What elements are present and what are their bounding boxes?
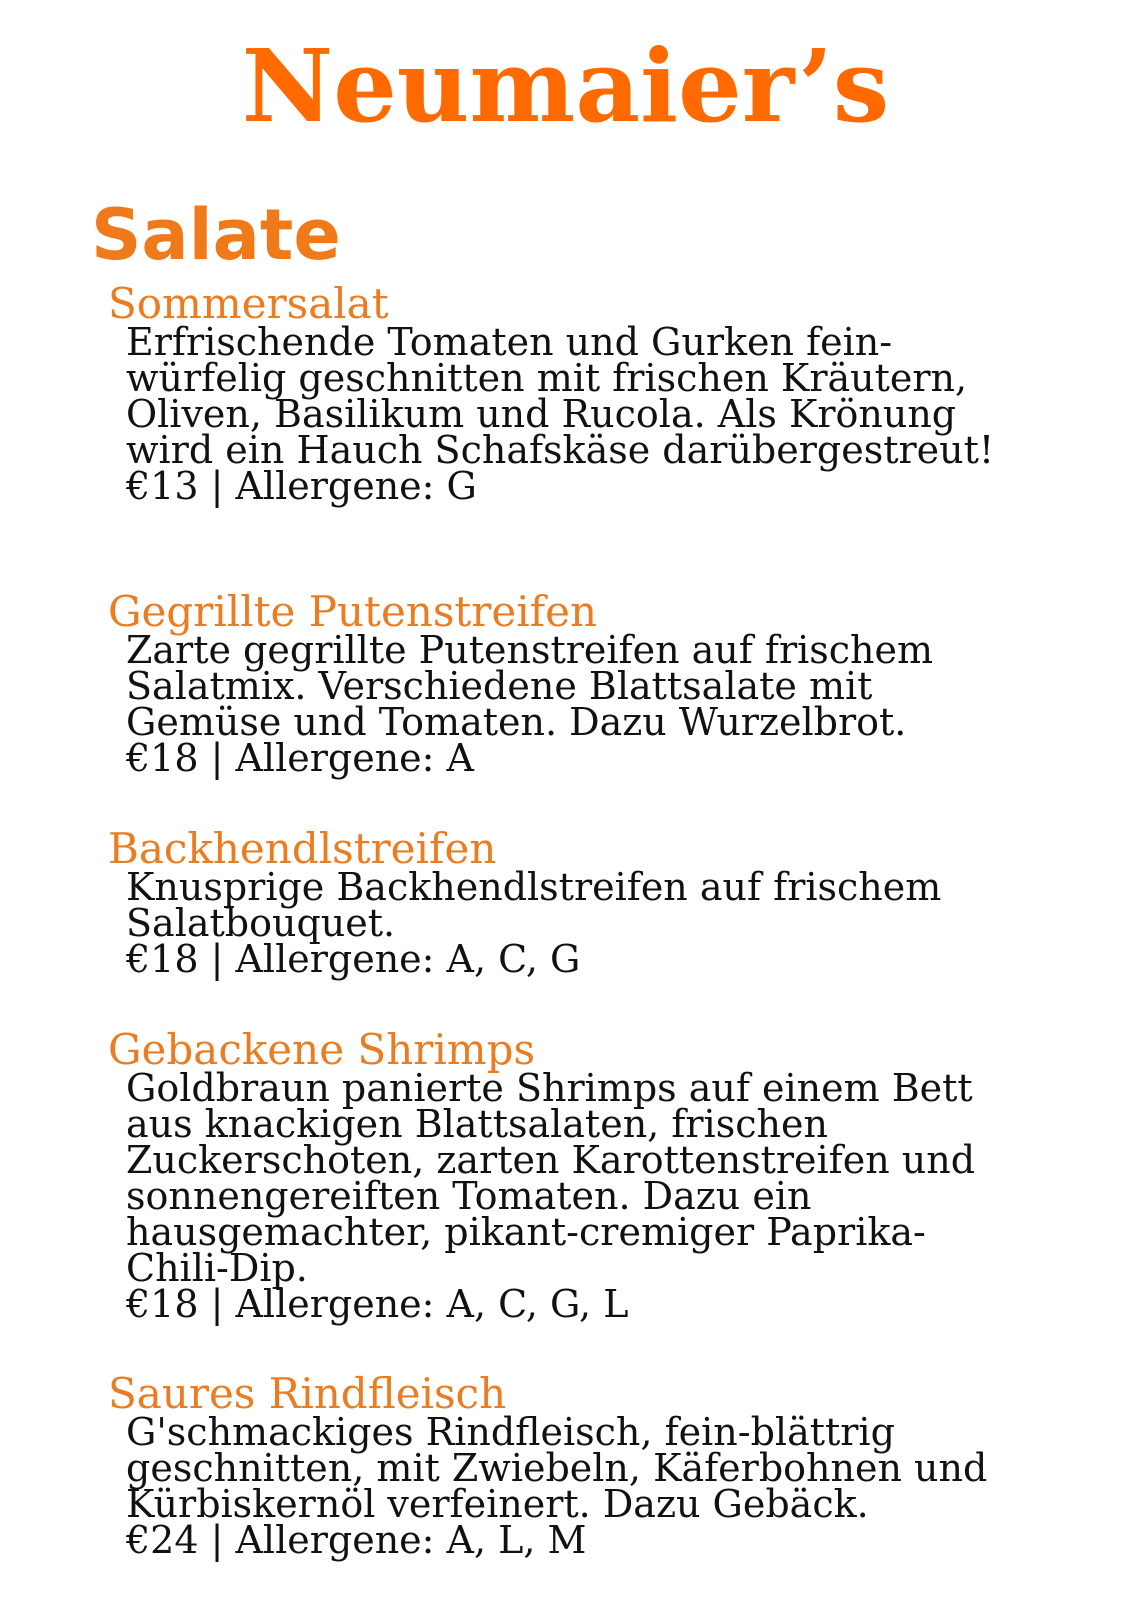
menu-item-description: Knusprige Backhendlstreifen auf frischem Salatbouquet. — [126, 865, 942, 945]
section-title: Salate — [91, 194, 341, 276]
menu-item-description: G'schmackiges Rindfleisch, fein-blättrig geschnitten, mit Zwiebeln, Käferbohnen und Kürbiskernöl verfeinert. Dazu Gebäck. — [126, 1410, 988, 1526]
menu-item-price-allergens: €24 | Allergene: A, L, M — [126, 1518, 587, 1562]
menu-item-backhendlstreifen — [108, 824, 1108, 981]
menu-item-description: Erfrischende Tomaten und Gurken fein-würfelig geschnitten mit frischen Kräutern, Oliven, Basilikum und Rucola. Als Krönung wird ein Hauch Schafskäse darübergestreut! — [126, 320, 995, 472]
menu-item-sommersalat — [108, 279, 1108, 508]
menu-item-name: Gegrillte Putenstreifen — [108, 587, 598, 636]
menu-item-price-allergens: €18 | Allergene: A, C, G, L — [126, 1282, 629, 1326]
menu-item-gegrillte-putenstreifen — [108, 587, 1108, 780]
menu-item-description: Goldbraun panierte Shrimps auf einem Bett aus knackigen Blattsalaten, frischen Zuckerschoten, zarten Karottenstreifen und sonnengereiften Tomaten. Dazu ein hausgemachter, pikant-cremiger Paprika-Chili-Dip. — [126, 1066, 976, 1290]
menu-item-price-allergens: €18 | Allergene: A, C, G — [126, 937, 581, 981]
menu-item-name: Backhendlstreifen — [108, 824, 497, 873]
menu-item-description: Zarte gegrillte Putenstreifen auf frischem Salatmix. Verschiedene Blattsalate mit Gemüse und Tomaten. Dazu Wurzelbrot. — [126, 628, 934, 744]
menu-item-name: Saures Rindfleisch — [108, 1369, 507, 1418]
menu-item-name: Gebackene Shrimps — [108, 1025, 536, 1074]
restaurant-title: Neumaier’s — [241, 27, 890, 145]
menu-item-saures-rindfleisch — [108, 1369, 1108, 1562]
menu-item-name: Sommersalat — [108, 279, 389, 328]
menu-item-gebackene-shrimps — [108, 1025, 1108, 1326]
menu-item-price-allergens: €18 | Allergene: A — [126, 736, 474, 780]
menu-item-price-allergens: €13 | Allergene: G — [126, 464, 477, 508]
